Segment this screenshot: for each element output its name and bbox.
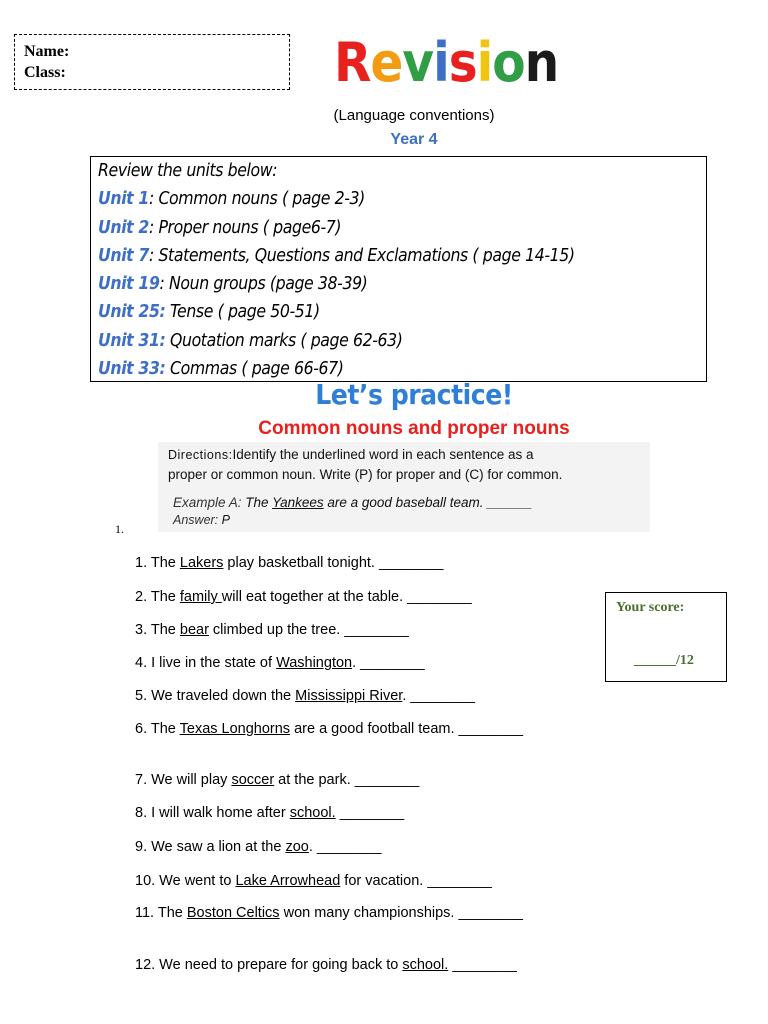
revision-title: [334, 28, 558, 98]
section-title: Common nouns and proper nouns: [258, 418, 570, 439]
answer-label: Answer:: [173, 513, 219, 527]
title-letter: e: [370, 31, 403, 94]
question-item: [135, 839, 381, 855]
question-text: 12. We need to prepare for going back to: [135, 957, 403, 973]
score-box: [605, 592, 727, 682]
underlined-word: soccer: [231, 772, 275, 788]
review-units-box: [90, 156, 707, 382]
unit-text: : Statements, Questions and Exclamations ( page 14-15): [148, 245, 575, 266]
underlined-word: Lake Arrowhead: [235, 873, 341, 889]
unit-text: : Proper nouns ( page6-7): [148, 217, 342, 238]
question-item: [135, 873, 492, 889]
question-text: 10. We went to: [135, 873, 236, 889]
question-text: 11. The: [135, 905, 187, 921]
review-unit-line: [98, 214, 706, 242]
underlined-word: bear: [179, 622, 209, 638]
title-letter: i: [476, 31, 493, 94]
title-letter: R: [334, 31, 371, 94]
example-label: Example A:: [173, 495, 242, 510]
unit-text: : Common nouns ( page 2-3): [148, 189, 365, 210]
question-text: 5. We traveled down the: [135, 688, 296, 704]
question-text: won many championships. ________: [279, 905, 523, 921]
underlined-word: Mississippi River: [295, 688, 403, 704]
underlined-word: school.: [289, 805, 336, 821]
underlined-word: family: [179, 589, 222, 605]
review-unit-line: [98, 298, 706, 326]
underlined-word: zoo: [285, 839, 309, 855]
question-text: 6. The: [135, 721, 180, 737]
title-letter: s: [448, 31, 477, 94]
question-text: . ________: [308, 839, 382, 855]
question-text: 2. The: [135, 589, 180, 605]
review-unit-line: [98, 327, 706, 355]
answer-line: [173, 513, 230, 527]
question-text: 9. We saw a lion at the: [135, 839, 286, 855]
question-text: . ________: [402, 688, 475, 704]
question-text: for vacation. ________: [340, 873, 492, 889]
question-item: [135, 805, 404, 821]
question-text: will eat together at the table. ________: [221, 589, 472, 605]
score-label: Your score:: [616, 600, 685, 615]
question-item: [135, 655, 425, 671]
unit-text: Commas ( page 66-67): [165, 359, 344, 380]
underlined-word: Washington: [276, 655, 353, 671]
class-label: Class:: [24, 64, 66, 81]
question-item: [135, 688, 475, 704]
question-text: ________: [448, 957, 517, 973]
question-text: 3. The: [135, 622, 180, 638]
question-text: ________: [335, 805, 405, 821]
name-class-box: [14, 34, 290, 90]
unit-name: Unit 7: [98, 245, 149, 266]
practice-heading: Let’s practice!: [315, 378, 513, 411]
review-unit-line: [98, 270, 706, 298]
question-text: . ________: [352, 655, 425, 671]
question-text: 1. The: [135, 555, 180, 571]
directions-line-1: [168, 447, 534, 462]
question-text: 8. I will walk home after: [135, 805, 290, 821]
underlined-word: Texas Longhorns: [179, 721, 291, 737]
unit-name: Unit 33:: [98, 359, 166, 380]
question-item: [135, 772, 419, 788]
question-item: [135, 589, 472, 605]
underlined-word: Boston Celtics: [186, 905, 280, 921]
subtitle: (Language conventions): [333, 107, 495, 124]
unit-name: Unit 31:: [98, 330, 166, 351]
question-item: [135, 555, 444, 571]
directions-text-1: Identify the underlined word in each sentence as a: [232, 447, 534, 462]
underlined-word: school.: [402, 957, 449, 973]
example-line: [173, 495, 532, 510]
unit-name: Unit 19: [98, 274, 160, 295]
title-letter: i: [433, 31, 449, 94]
question-text: 4. I live in the state of: [135, 655, 277, 671]
question-text: are a good football team. ________: [290, 721, 524, 737]
unit-text: Quotation marks ( page 62-63): [165, 330, 403, 351]
unit-name: Unit 1: [98, 189, 149, 210]
question-item: [135, 622, 409, 638]
question-text: climbed up the tree. ________: [208, 622, 409, 638]
question-text: 7. We will play: [135, 772, 232, 788]
unit-text: Tense ( page 50-51): [165, 302, 320, 323]
year-label: Year 4: [390, 131, 438, 148]
unit-name: Unit 2: [98, 217, 149, 238]
question-item: [135, 957, 517, 973]
example-post: are a good baseball team. ______: [323, 495, 533, 510]
directions-label: Directions:: [168, 448, 233, 462]
title-letter: v: [402, 31, 434, 94]
directions-block: [158, 442, 650, 532]
list-number: 1.: [115, 522, 124, 536]
title-letter: n: [524, 31, 559, 94]
directions-line-2: proper or common noun. Write (P) for proper and (C) for common.: [168, 467, 563, 482]
underlined-word: Lakers: [179, 555, 224, 571]
name-label: Name:: [24, 43, 70, 60]
question-item: [135, 905, 523, 921]
unit-name: Unit 25:: [98, 302, 166, 323]
unit-text: : Noun groups (page 38-39): [159, 274, 368, 295]
review-unit-line: [98, 242, 706, 270]
question-text: at the park. ________: [274, 772, 420, 788]
review-unit-line: [98, 185, 706, 213]
title-letter: o: [492, 31, 525, 94]
example-underlined: Yankees: [272, 495, 324, 510]
question-item: [135, 721, 523, 737]
example-pre: The: [245, 495, 273, 510]
question-text: play basketball tonight. ________: [223, 555, 444, 571]
answer-value: P: [221, 513, 230, 527]
score-value: ______/12: [634, 653, 694, 668]
review-intro: Review the units below:: [98, 161, 278, 181]
